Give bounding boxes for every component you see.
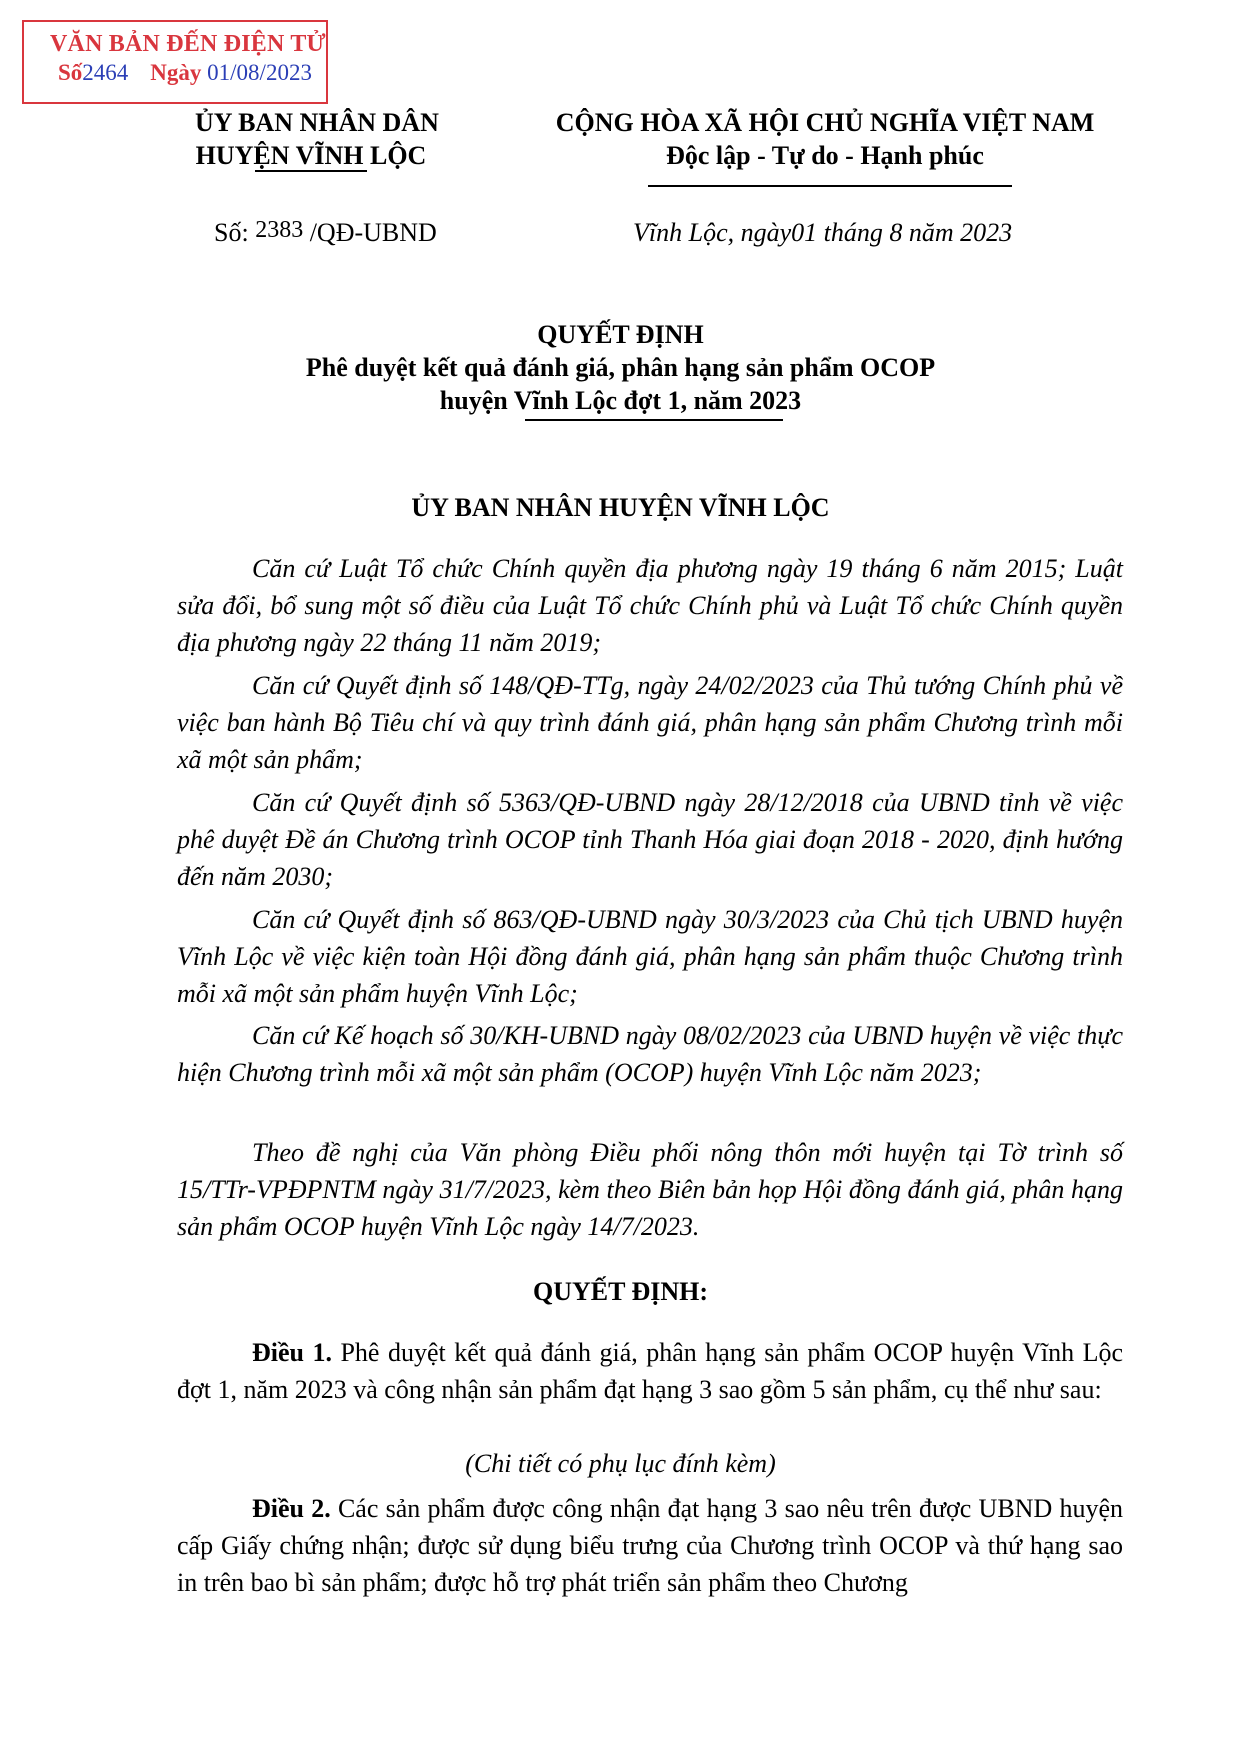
stamp-so-value: 2464 — [82, 60, 129, 85]
title-underline — [525, 419, 783, 421]
article-1-text: Phê duyệt kết quả đánh giá, phân hạng sản phẩm OCOP huyện Vĩnh Lộc đợt 1, năm 2023 và công nhận sản phẩm đạt hạng 3 sao gồm 5 sản phẩm, cụ thể như sau: — [177, 1338, 1123, 1404]
stamp-title: VĂN BẢN ĐẾN ĐIỆN TỬ — [50, 31, 326, 57]
recital-4: Căn cứ Quyết định số 863/QĐ-UBND ngày 30/3/2023 của Chủ tịch UBND huyện Vĩnh Lộc về việc kiện toàn Hội đồng đánh giá, phân hạng sản phẩm thuộc Chương trình mỗi xã một sản phẩm huyện Vĩnh Lộc; — [177, 905, 1123, 1008]
decision-subject-line1: Phê duyệt kết quả đánh giá, phân hạng sản phẩm OCOP — [305, 353, 936, 382]
national-motto-block — [535, 106, 1115, 172]
issuer-line2: HUYỆN VĨNH LỘC — [195, 141, 427, 170]
number-label: Số: — [214, 218, 249, 247]
article-2-text: Các sản phẩm được công nhận đạt hạng 3 sao nêu trên được UBND huyện cấp Giấy chứng nhận; được sử dụng biểu trưng của Chương trình OCOP và thứ hạng sao in trên bao bì sản phẩm; được hỗ trợ phát triển sản phẩm theo Chương — [177, 1494, 1123, 1597]
number-suffix: /QĐ-UBND — [309, 218, 437, 247]
stamp-ngay-label: Ngày — [150, 60, 202, 85]
authority-heading: ỦY BAN NHÂN HUYỆN VĨNH LỘC — [411, 493, 830, 522]
incoming-document-stamp — [22, 20, 328, 104]
recital-6: Theo đề nghị của Văn phòng Điều phối nông thôn mới huyện tại Tờ trình số 15/TTr-VPĐPNTM ngày 31/7/2023, kèm theo Biên bản họp Hội đồng đánh giá, phân hạng sản phẩm OCOP huyện Vĩnh Lộc ngày 14/7/2023. — [177, 1138, 1123, 1241]
decide-heading: QUYẾT ĐỊNH: — [532, 1277, 709, 1306]
decision-title: QUYẾT ĐỊNH — [537, 320, 704, 349]
motto-underline — [648, 185, 1012, 187]
issuer-block — [195, 106, 439, 172]
stamp-so-label: Số — [58, 60, 83, 85]
document-number — [214, 218, 437, 248]
article-2 — [177, 1490, 1123, 1601]
recital-5: Căn cứ Kế hoạch số 30/KH-UBND ngày 08/02/2023 của UBND huyện về việc thực hiện Chương trình mỗi xã một sản phẩm (OCOP) huyện Vĩnh Lộc năm 2023; — [177, 1021, 1123, 1087]
recital-1: Căn cứ Luật Tổ chức Chính quyền địa phương ngày 19 tháng 6 năm 2015; Luật sửa đổi, bổ sung một số điều của Luật Tổ chức Chính phủ và Luật Tổ chức Chính quyền địa phương ngày 22 tháng 11 năm 2019; — [177, 554, 1123, 657]
recital-3: Căn cứ Quyết định số 5363/QĐ-UBND ngày 28/12/2018 của UBND tỉnh về việc phê duyệt Đề án Chương trình OCOP tỉnh Thanh Hóa giai đoạn 2018 - 2020, định hướng đến năm 2030; — [177, 788, 1123, 891]
issuer-line1: ỦY BAN NHÂN DÂN — [195, 108, 439, 137]
decision-subject-line2: huyện Vĩnh Lộc đợt 1, năm 2023 — [439, 386, 802, 415]
recital-2: Căn cứ Quyết định số 148/QĐ-TTg, ngày 24/02/2023 của Thủ tướng Chính phủ về việc ban hành Bộ Tiêu chí và quy trình đánh giá, phân hạng sản phẩm Chương trình mỗi xã một sản phẩm; — [177, 671, 1123, 774]
national-motto: Độc lập - Tự do - Hạnh phúc — [666, 141, 984, 170]
issuer-underline — [255, 170, 367, 172]
article-1-note: (Chi tiết có phụ lục đính kèm) — [465, 1449, 776, 1478]
article-1 — [177, 1334, 1123, 1408]
article-2-label: Điều 2. — [252, 1494, 331, 1523]
number-value: 2383 — [255, 217, 304, 243]
national-title: CỘNG HÒA XÃ HỘI CHỦ NGHĨA VIỆT NAM — [555, 108, 1095, 137]
article-1-label: Điều 1. — [252, 1338, 332, 1367]
place-date: Vĩnh Lộc, ngày01 tháng 8 năm 2023 — [633, 218, 1013, 247]
stamp-number-date — [58, 60, 312, 86]
stamp-ngay-value: 01/08/2023 — [207, 60, 312, 85]
